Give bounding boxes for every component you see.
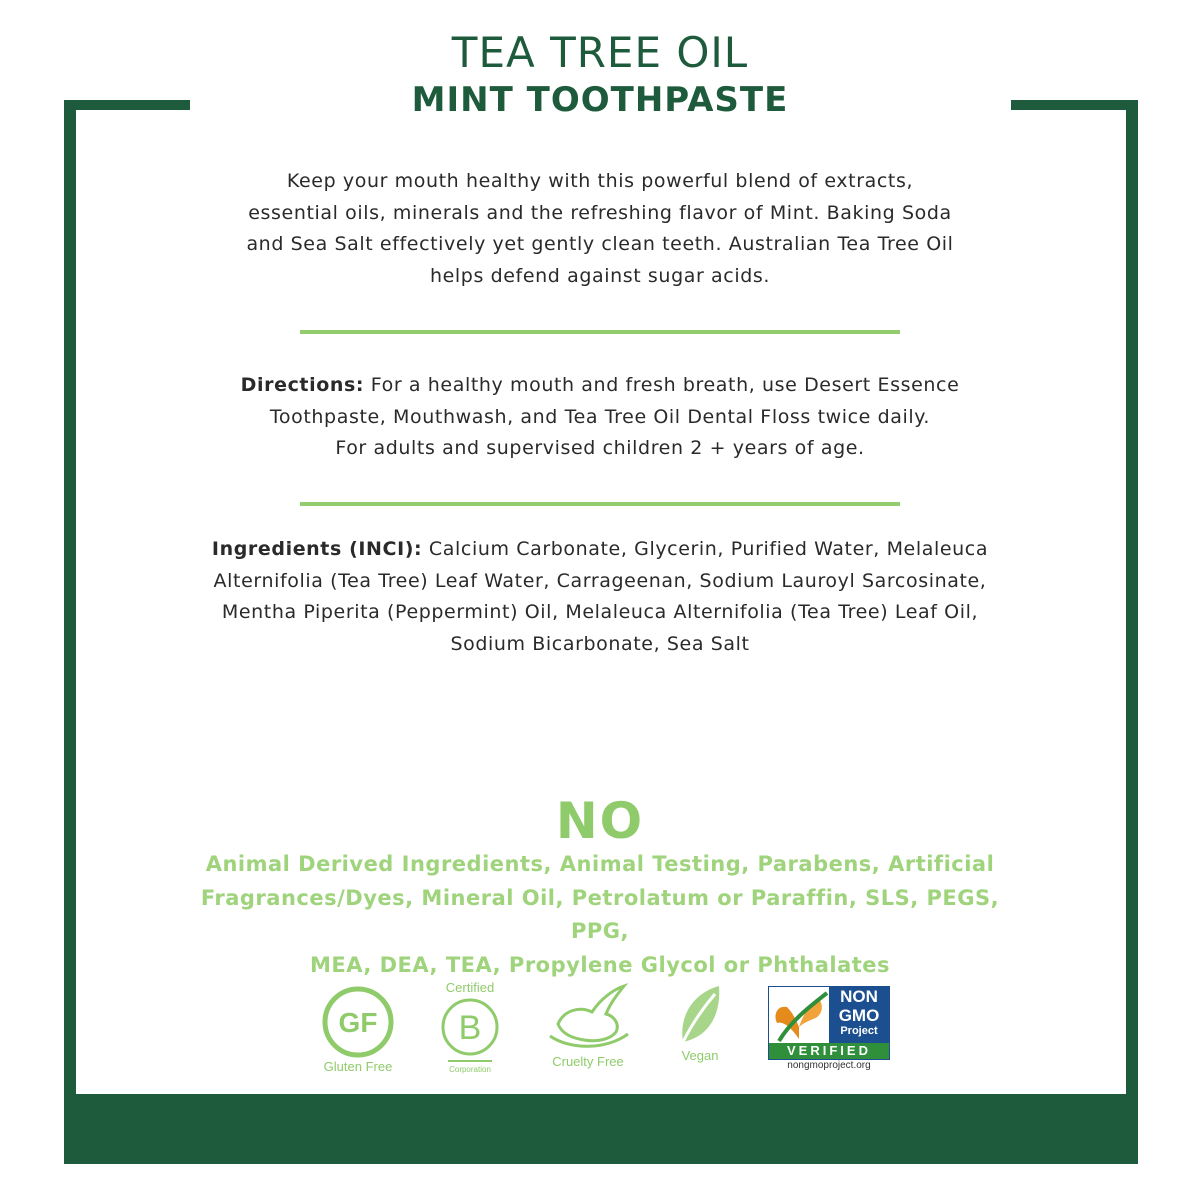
intro-line: helps defend against sugar acids.: [430, 265, 770, 288]
bunny-icon: [540, 980, 636, 1054]
non-gmo-project-panel: [829, 987, 889, 1043]
non-gmo-verified-badge: [768, 986, 890, 1076]
vegan-badge: [670, 982, 730, 1063]
bcorp-caption: Corporation: [449, 1065, 491, 1074]
butterfly-icon: [769, 987, 829, 1043]
ingredients-paragraph: [190, 534, 1010, 661]
directions-paragraph: [190, 370, 1010, 465]
bcorp-badge: [430, 980, 510, 1074]
free-from-line: Animal Derived Ingredients, Animal Testing, Parabens, Artificial: [205, 852, 995, 876]
gluten-free-badge: [318, 985, 398, 1074]
intro-line: Keep your mouth healthy with this powerful blend of extracts,: [286, 170, 914, 192]
ingredients-label: Ingredients (INCI):: [211, 538, 423, 560]
ingredients-line: Sodium Bicarbonate, Sea Salt: [450, 633, 750, 656]
intro-line: essential oils, minerals and the refreshing flavor of Mint. Baking Soda: [248, 201, 952, 224]
intro-line: and Sea Salt effectively yet gently clean teeth. Australian Tea Tree Oil: [246, 233, 954, 256]
leaf-icon: [675, 982, 725, 1048]
bcorp-mark: B: [458, 1009, 482, 1047]
gluten-free-icon: [321, 985, 395, 1059]
ingredients-line: Mentha Piperita (Peppermint) Oil, Melaleuca Alternifolia (Tea Tree) Leaf Oil,: [221, 601, 979, 624]
directions-label: Directions:: [240, 374, 365, 396]
frame-right-bar: [1126, 100, 1138, 1164]
non-gmo-verified-label: VERIFIED: [769, 1043, 889, 1059]
frame-left-bar: [64, 100, 76, 1164]
intro-paragraph: [190, 166, 1010, 293]
directions-line: For adults and supervised children 2 + years of age.: [335, 437, 865, 460]
free-from-heading: NO: [555, 792, 645, 850]
free-from-line: Fragrances/Dyes, Mineral Oil, Petrolatum or Paraffin, SLS, PEGS, PPG,: [200, 885, 1000, 943]
gluten-free-mark: GF: [338, 1007, 378, 1038]
free-from-list: [190, 848, 1010, 982]
vegan-caption: Vegan: [681, 1048, 719, 1063]
gluten-free-caption: Gluten Free: [323, 1059, 393, 1074]
divider: [300, 502, 900, 506]
free-from-line: MEA, DEA, TEA, Propylene Glycol or Phthalates: [309, 952, 891, 977]
product-subtitle: MINT TOOTHPASTE: [411, 80, 789, 120]
ingredients-line: Calcium Carbonate, Glycerin, Purified Water, Melaleuca: [422, 538, 989, 560]
cruelty-free-badge: [538, 980, 638, 1069]
product-title: TEA TREE OIL: [451, 28, 749, 77]
cruelty-free-caption: Cruelty Free: [552, 1054, 624, 1069]
bcorp-top-label: Certified: [445, 980, 495, 995]
non-gmo-line3: Project: [840, 1025, 878, 1037]
divider: [300, 330, 900, 334]
non-gmo-box: [768, 986, 890, 1060]
frame-bottom-band: [64, 1094, 1138, 1164]
ingredients-line: Alternifolia (Tea Tree) Leaf Water, Carrageenan, Sodium Lauroyl Sarcosinate,: [213, 569, 987, 592]
bcorp-icon: [438, 995, 502, 1065]
directions-line: For a healthy mouth and fresh breath, use Desert Essence: [364, 374, 960, 396]
non-gmo-url: nongmoproject.org: [787, 1060, 871, 1071]
non-gmo-line1: NON: [840, 987, 878, 1006]
directions-line: Toothpaste, Mouthwash, and Tea Tree Oil Dental Floss twice daily.: [269, 405, 931, 428]
non-gmo-line2: GMO: [838, 1006, 880, 1025]
